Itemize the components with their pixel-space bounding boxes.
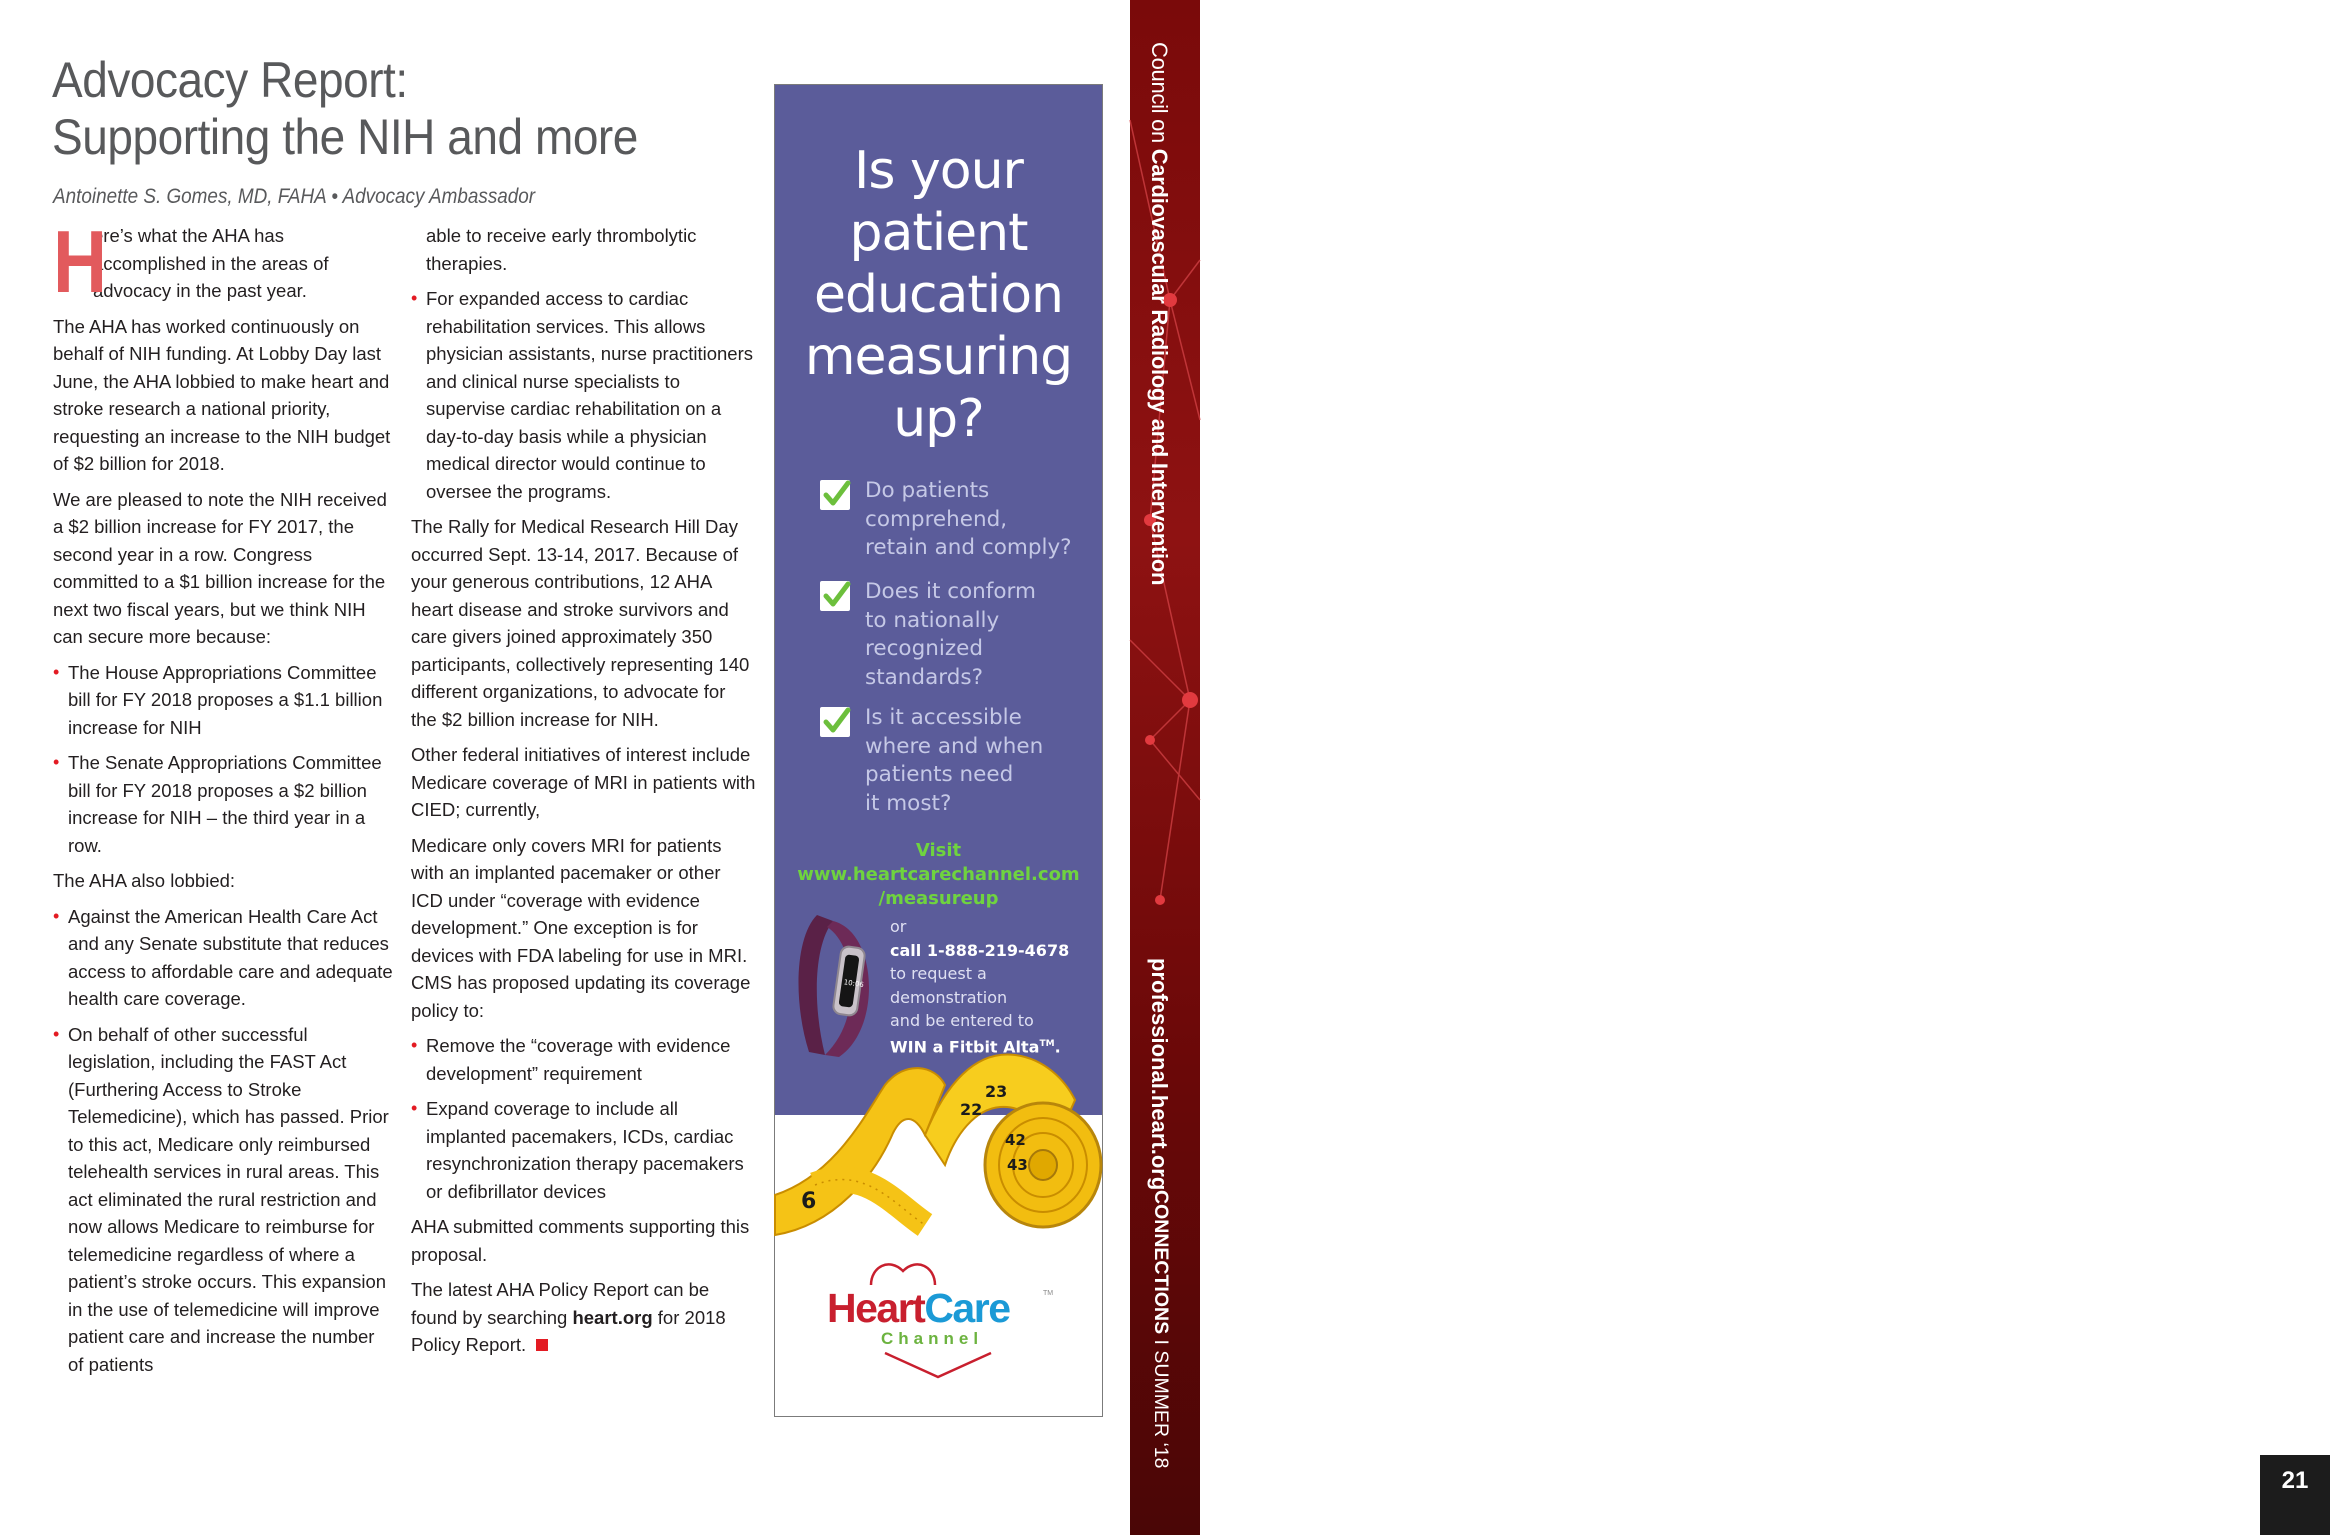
- checkmark-icon: [820, 707, 850, 737]
- tape-number-22: 22: [960, 1100, 983, 1119]
- bullet-list-cardiac-rehab: [411, 285, 756, 505]
- tape-number-6: 6: [801, 1189, 817, 1214]
- paragraph-medicare-mri: Medicare only covers MRI for patients with an implanted pacemaker or other ICD under “coverage with evidence development.” One exception is for devices with FDA labeling for use in MRI. CMS has proposed updating its coverage policy to:: [411, 834, 751, 1021]
- heartcare-channel-logo[interactable]: HeartCare TM Channel: [775, 1245, 1102, 1395]
- bullet-icon: •: [53, 905, 60, 926]
- fitbit-tracker-icon: [787, 907, 887, 1067]
- paragraph-nih-funding: The AHA has worked continuously on behalf of NIH funding. At Lobby Day last June, the AHA lobbied to make heart and stroke research a national priority, requesting an increase to the NIH budget of $2 billion for 2018.: [53, 315, 391, 474]
- list-item: • For expanded access to cardiac rehabilitation services. This allows physician assistants, nurse practitioners and clinical nurse specialists to supervise cardiac rehabilitation on a day-to-day basis while a physician medical director would continue to oversee the programs.: [411, 285, 756, 505]
- fitbit-time: 10:06: [843, 978, 865, 990]
- paragraph-policy-report: The latest AHA Policy Report can be found by searching heart.org for 2018 Policy Report.: [411, 1279, 726, 1355]
- list-item: • Expand coverage to include all implanted pacemakers, ICDs, cardiac resynchronization therapy pacemakers or defibrillator devices: [411, 1095, 756, 1205]
- paragraph-also-lobbied: The AHA also lobbied:: [53, 870, 236, 891]
- ad-headline: Is your patient education measuring up?: [804, 141, 1073, 449]
- paragraph-nih-increase: We are pleased to note the NIH received a $2 billion increase for FY 2017, the second year in a row. Congress committed to a $1 billion increase for the next two fiscal years, but we think NIH can secure more because:: [53, 488, 387, 647]
- list-item: • Against the American Health Care Act and any Senate substitute that reduces access to affordable care and adequate health care coverage.: [53, 903, 393, 1013]
- heartcare-advertisement[interactable]: Is your patient education measuring up? Do patients comprehend, retain and comply? Does it conform to nationally recognized standards? Is it accessible where and when patients need it most? Visit www.heartcarechannel.com /measureup 10:06 or call 1-888-219-4678 to request a demonstration and be entered to WIN a Fitbit Alta™. 22 23 42 43 6 HeartCare TM Channel: [774, 84, 1103, 1417]
- bullet-list-appropriations: [53, 659, 393, 860]
- article-title: [52, 52, 696, 166]
- tape-number-42: 42: [1005, 1131, 1026, 1149]
- page-number: 21: [2260, 1455, 2330, 1535]
- intro-paragraph: [53, 212, 393, 311]
- measuring-tape-image: [775, 1045, 1102, 1245]
- issue-label: CONNECTIONS I SUMMER ‘18: [1150, 1190, 1172, 1469]
- tape-number-23: 23: [985, 1082, 1008, 1101]
- ad-visit-url[interactable]: Visit www.heartcarechannel.com /measureup: [797, 840, 1080, 909]
- heart-org-link[interactable]: heart.org: [572, 1306, 653, 1328]
- bullet-icon: •: [53, 661, 60, 682]
- paragraph-continued: able to receive early thrombolytic therapies.: [426, 225, 697, 274]
- checkmark-icon: [820, 480, 850, 510]
- paragraph-federal-initiatives: Other federal initiatives of interest include Medicare coverage of MRI in patients with CIED; currently,: [411, 744, 756, 820]
- title-line-2: Supporting the NIH and more: [52, 109, 638, 165]
- title-line-1: Advocacy Report:: [52, 52, 408, 108]
- phone-number[interactable]: call 1-888-219-4678: [890, 940, 1070, 960]
- bullet-icon: •: [53, 752, 60, 772]
- end-mark-icon: [536, 1339, 548, 1351]
- bullet-list-lobbied: [53, 903, 393, 1379]
- paragraph-comments: AHA submitted comments supporting this proposal.: [411, 1216, 750, 1265]
- byline: Antoinette S. Gomes, MD, FAHA • Advocacy Ambassador: [53, 185, 536, 208]
- list-item: • On behalf of other successful legislation, including the FAST Act (Furthering Access to Stroke Telemedicine), which has passed. Prior to this act, Medicare only reimbursed telehealth services in rural areas. This act eliminated the rural restriction and now allows Medicare to reimburse for telemedicine regardless of where a patient’s stroke occurs. This expansion in the use of telemedicine will improve patient care and increase the number of patients: [53, 1021, 393, 1379]
- article-column-2: [411, 222, 756, 1367]
- list-item: • The Senate Appropriations Committee bill for FY 2018 proposes a $2 billion increase for NIH – the third year in a row.: [53, 749, 393, 859]
- bullet-icon: •: [411, 1035, 418, 1055]
- bullet-icon: •: [53, 1023, 60, 1044]
- intro-text: ere’s what the AHA has accomplished in the areas of advocacy in the past year.: [93, 225, 329, 301]
- council-name: Council on Cardiovascular Radiology and Intervention: [1147, 42, 1172, 586]
- list-item: • Remove the “coverage with evidence development” requirement: [411, 1032, 756, 1087]
- bullet-icon: •: [411, 288, 418, 308]
- paragraph-rally: The Rally for Medical Research Hill Day occurred Sept. 13-14, 2017. Because of your generous contributions, 12 AHA heart disease and stroke survivors and care givers joined approximately 350 participants, collectively representing 140 different organizations, to advocate for the $2 billion increase for NIH.: [411, 516, 750, 730]
- website-url[interactable]: professional.heart.org: [1147, 958, 1172, 1191]
- tape-number-43: 43: [1007, 1156, 1028, 1174]
- list-item: • The House Appropriations Committee bill for FY 2018 proposes a $1.1 billion increase for NIH: [53, 659, 393, 742]
- bullet-icon: •: [411, 1098, 418, 1118]
- article-column-1: [53, 212, 393, 1386]
- drop-cap: H: [53, 212, 108, 311]
- checkmark-icon: [820, 581, 850, 611]
- ad-call-to-action: or call 1-888-219-4678 to request a demonstration and be entered to WIN a Fitbit Alta™.: [890, 917, 1070, 1056]
- bullet-list-cms: [411, 1032, 756, 1205]
